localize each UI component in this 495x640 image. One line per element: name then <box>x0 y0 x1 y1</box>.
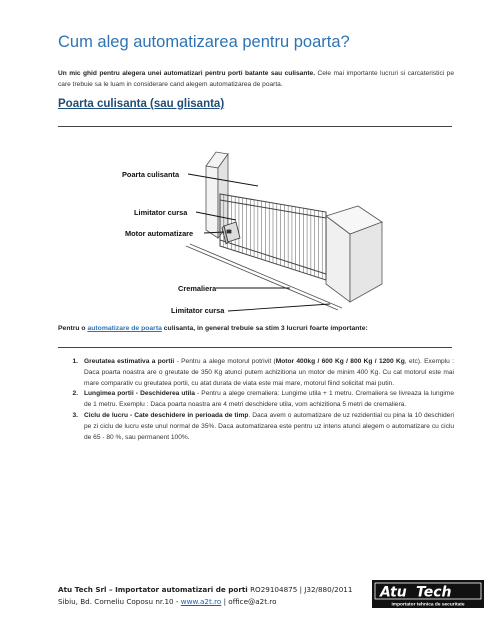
logo-word-tech: Tech <box>416 584 452 601</box>
intro-rest: Cele mai importante lucruri si carcateristici pe care trebuie sa le luam in considerare cand alegem automatizarea de poarta. <box>58 70 454 88</box>
atu-tech-logo <box>372 580 484 608</box>
right-wall <box>326 206 382 302</box>
item-number: 3. <box>72 411 78 419</box>
label-gate: Poarta culisanta <box>122 170 180 179</box>
footer-email: | office@a2t.ro <box>221 597 277 606</box>
item-body <box>84 357 454 389</box>
footer-registration: RO29104875 | J32/880/2011 <box>247 585 353 594</box>
item-text: . Daca avem o automatizare de uz rezidential cu pina la 10 deschideri pe zi ciclu de lucru este unul normal de 35%. Daca automatizarea este pentru uz intens atunci alegem o automatizare cu ciclu de 65 - 80 %, sau permanent 100%. <box>84 411 455 441</box>
sliding-gate-diagram <box>120 134 388 322</box>
footer-line-1 <box>58 584 352 596</box>
footer-address: Sibiu, Bd. Corneliu Coposu nr.10 - <box>58 597 181 606</box>
automatizare-link[interactable]: automatizare de poarta <box>87 325 162 332</box>
list-item <box>58 389 454 411</box>
section-divider <box>58 126 452 127</box>
pentru-text-1: Pentru o <box>58 325 88 332</box>
footer-company: Atu Tech Srl – Importator automatizari de porti <box>58 585 248 594</box>
list-item <box>58 411 454 443</box>
list-item <box>58 357 454 389</box>
label-limit-top: Limitator cursa <box>134 208 188 217</box>
item-bold: Motor 400kg / 600 Kg / 800 Kg / 1200 Kg <box>275 358 405 365</box>
item-text: - Pentru a alege cremaliera: Lungime utila + 1 metru. Cremaliera se livreaza la lungime de 1 metru. Exemplu : Daca poarta noastra are 4 metri deschidere utila, vom achizitiona 5 metri de cremaliera. <box>84 390 454 409</box>
footer-line-2 <box>58 596 352 608</box>
item-head: Lungimea portii - Deschiderea utila <box>84 390 195 398</box>
section-title: Poarta culisanta (sau glisanta) <box>58 98 225 110</box>
item-body <box>84 389 454 411</box>
label-motor: Motor automatizare <box>125 229 194 238</box>
item-text-2: , etc). Exemplu : Daca poarta noastra are o greutate de 350 Kg atunci putem achizitiona un motor de minim 400 Kg. Cu cat motorul este mai mare comparativ cu greutatea portii, cu atat durata de viata este mai mare, motorul fiind solicitat mai putin. <box>84 358 454 387</box>
intro-paragraph <box>58 68 454 90</box>
website-link[interactable]: www.a2t.ro <box>180 597 222 606</box>
item-number: 2. <box>72 390 78 398</box>
list-divider <box>58 347 452 348</box>
label-limit-bottom: Limitator cursa <box>171 306 225 315</box>
requirements-intro <box>58 325 454 332</box>
logo-word-atu: Atu <box>380 584 407 601</box>
item-text: - Pentru a alege motorul potrivit ( <box>174 358 276 365</box>
logo-tagline: Importator tehnica de securitate <box>391 602 465 608</box>
page-title: Cum aleg automatizarea pentru poarta? <box>58 33 350 51</box>
item-head: Greutatea estimativa a portii <box>84 358 175 365</box>
leader-limit-bottom <box>228 304 330 311</box>
label-rack: Cremaliera <box>178 284 217 293</box>
pentru-text-2: culisanta, in general trebuie sa stim 3 lucruri foarte importante: <box>161 325 368 332</box>
intro-bold: Un mic ghid pentru alegera unei automatizari pentru porti batante sau culisante. <box>58 70 316 77</box>
item-head: Ciclu de lucru - Cate deschidere in perioada de timp <box>84 411 249 419</box>
item-body <box>84 411 454 443</box>
page-footer <box>58 584 352 608</box>
requirements-list <box>58 357 454 443</box>
item-number: 1. <box>72 358 78 365</box>
